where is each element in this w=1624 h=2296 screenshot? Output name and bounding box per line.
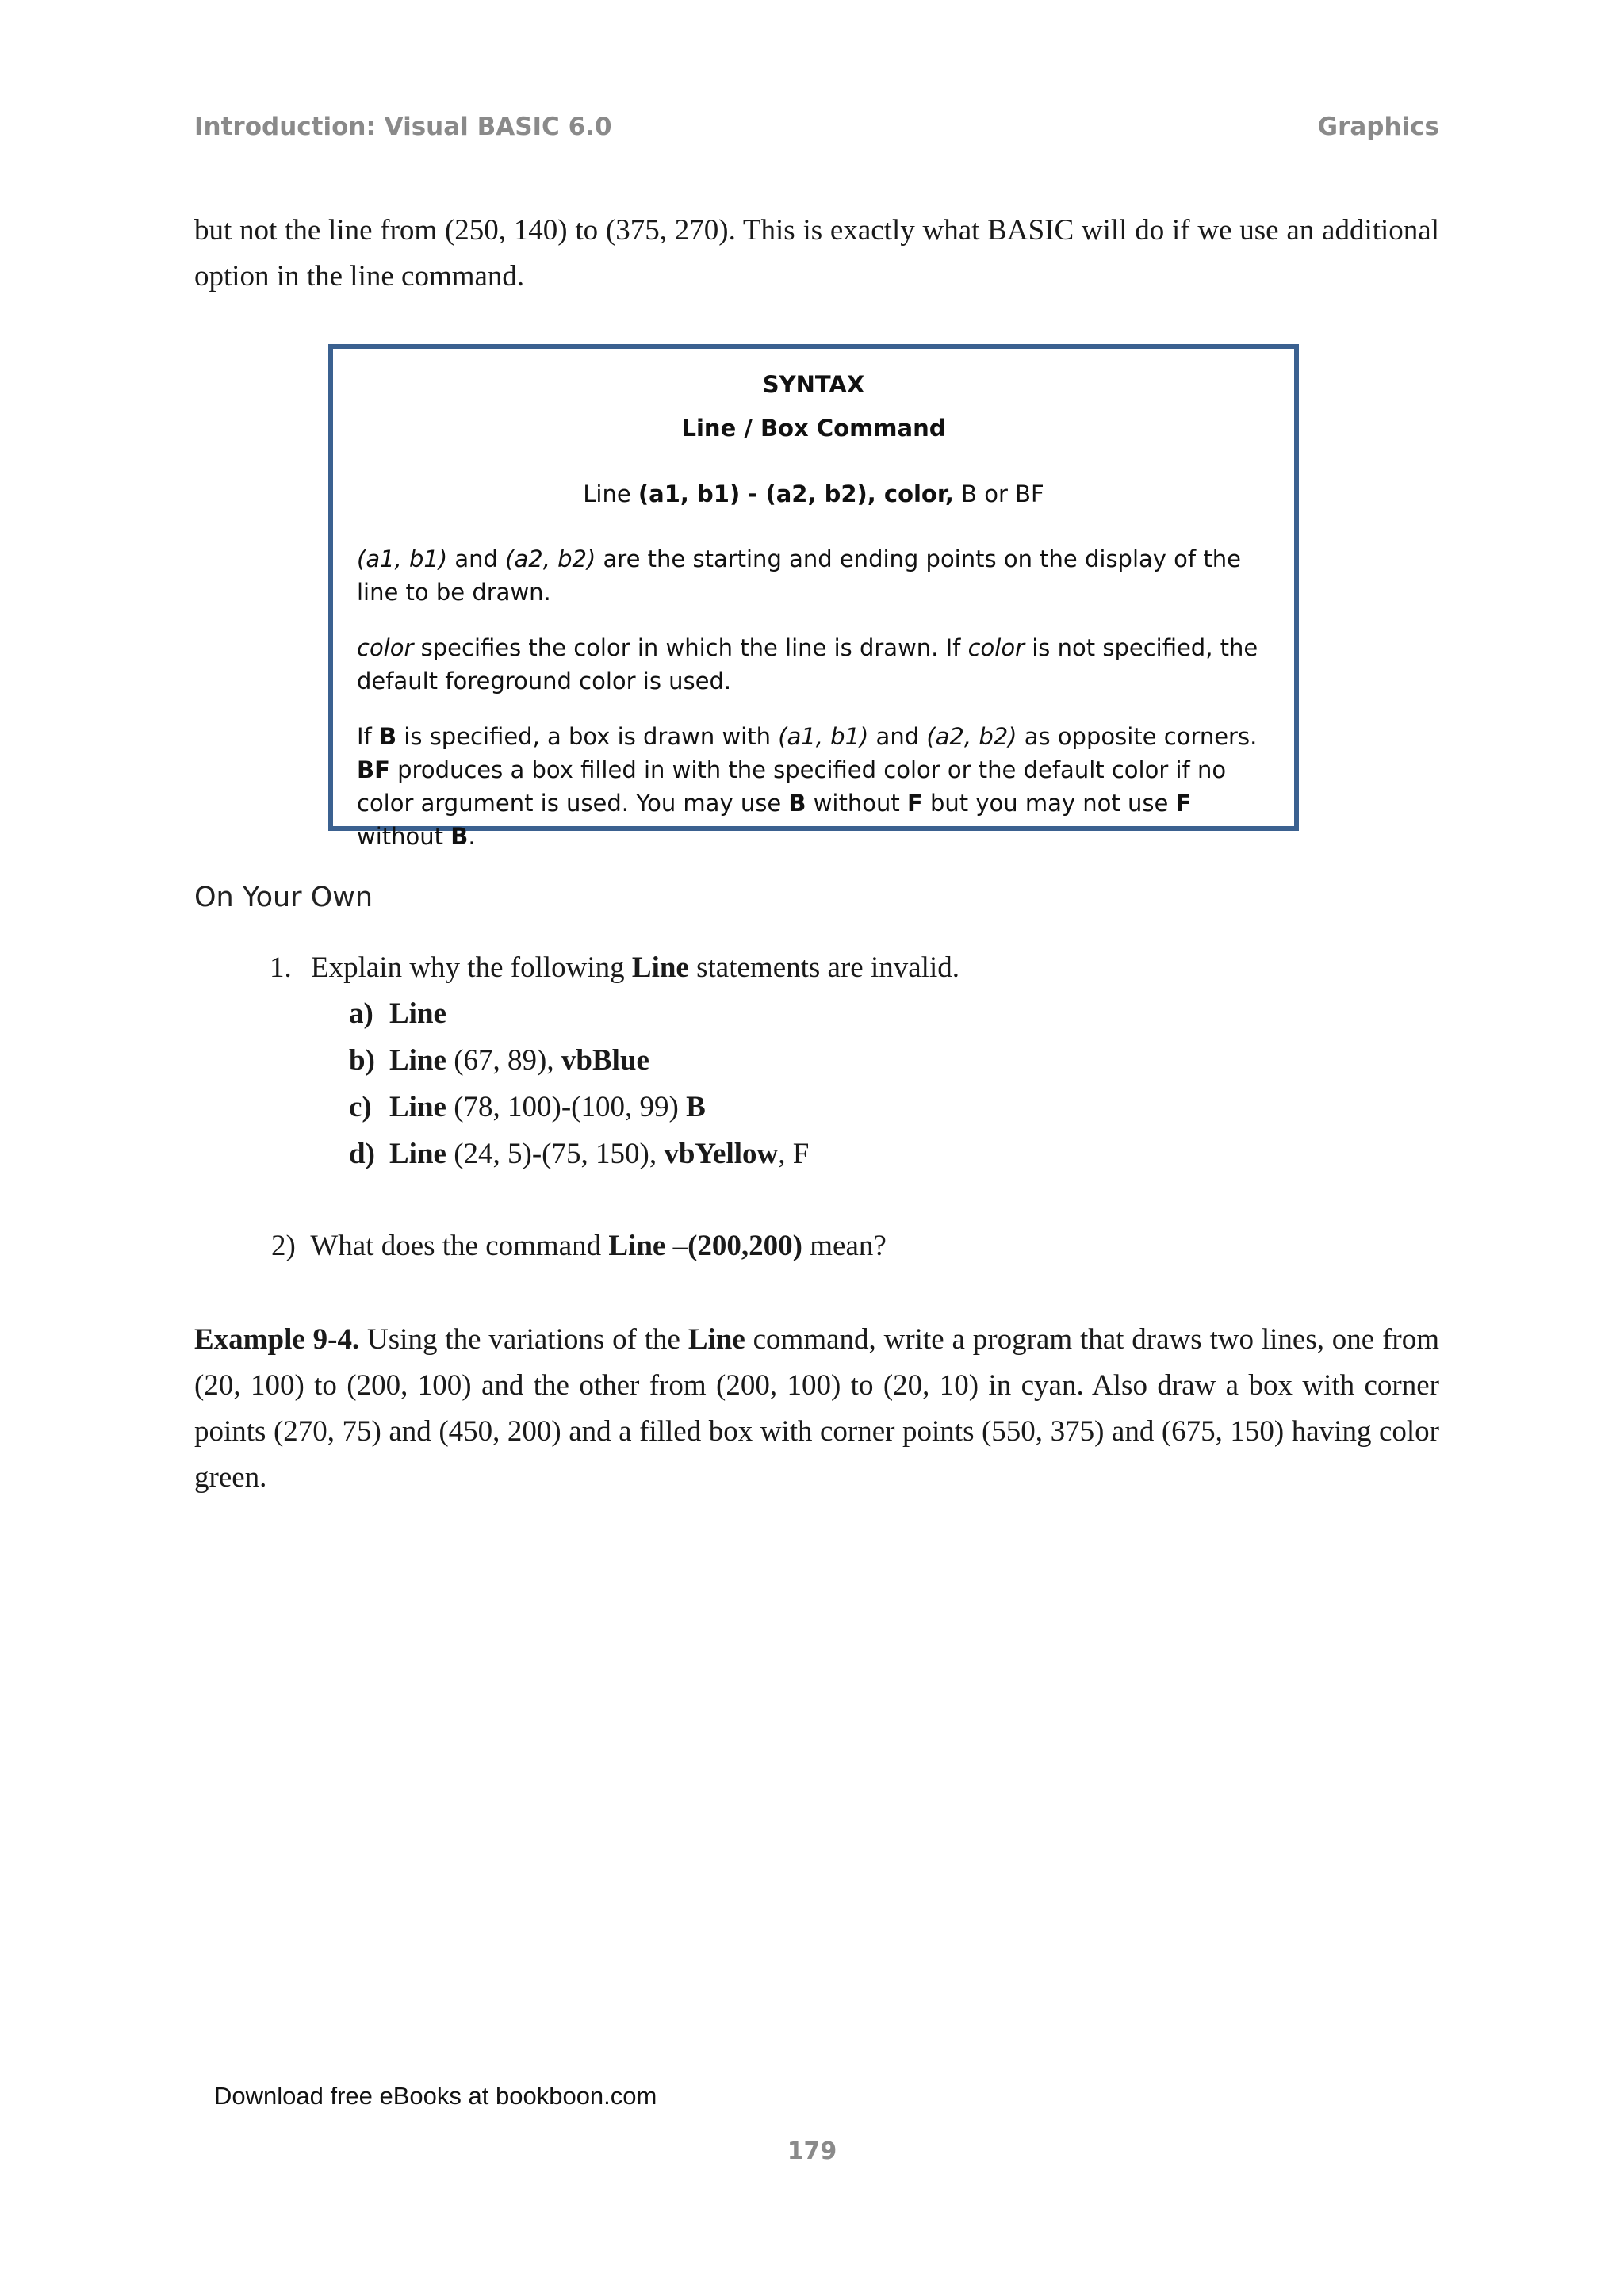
item-label: d) [349, 1138, 375, 1170]
option-f: F [1175, 790, 1192, 817]
arg-a1b1: (a1, b1) [778, 723, 869, 750]
syntax-subtitle: Line / Box Command [681, 415, 946, 442]
text-run: and [447, 545, 506, 572]
text-run: specifies the color in which the line is drawn. If [413, 634, 968, 661]
syntax-color-description [357, 631, 1285, 698]
keyword-line: Line [631, 951, 689, 984]
text-run: are the starting and ending points on the display of the line to be drawn. [357, 545, 1241, 606]
text-run: . [468, 823, 476, 850]
question-1 [270, 945, 959, 991]
question-number: 2) [271, 1230, 296, 1262]
page-number: 179 [787, 2137, 837, 2165]
book-title: Introduction: Visual BASIC 6.0 [194, 113, 612, 141]
keyword-line: Line [389, 1138, 446, 1170]
bold-arg: B [686, 1091, 706, 1123]
item-label: c) [349, 1091, 372, 1123]
option-f: F [906, 790, 923, 817]
text-run: as opposite corners. [1017, 723, 1258, 750]
syntax-form [333, 480, 1294, 507]
list-item [349, 1131, 809, 1178]
text-run: produces a box filled in with the specified color or the default color if no color argument is used. You may use [357, 756, 1227, 817]
item-label: a) [349, 997, 373, 1030]
text-run: Explain why the following [311, 951, 632, 984]
syntax-keyword: Line [583, 480, 631, 507]
text-run: (78, 100)-(100, 99) [446, 1091, 687, 1123]
chapter-title: Graphics [1317, 113, 1439, 141]
text-run: mean? [802, 1230, 887, 1262]
text-run: and [868, 723, 927, 750]
option-bf: BF [357, 756, 390, 783]
syntax-box-description [357, 720, 1285, 853]
question-number: 1. [270, 951, 292, 984]
option-b: B [378, 723, 397, 750]
keyword-line: Line [389, 1044, 446, 1077]
list-item [349, 1038, 809, 1085]
text-run: is specified, a box is drawn with [396, 723, 779, 750]
option-b: B [788, 790, 806, 817]
text-run: statements are invalid. [688, 951, 959, 984]
item-label: b) [349, 1044, 375, 1077]
text-run: (24, 5)-(75, 150), [446, 1138, 665, 1170]
text-run: command, write a program that draws two lines, one from (20, 100) to (200, 100) and the other from (200, 100) to (20, 10) in cyan. Also draw a box with corner points (270, 75) and (450, 200) and a filled box with corner points (550, 375) and (675, 150) having color green. [194, 1323, 1440, 1494]
text-run: but you may not use [922, 790, 1176, 817]
syntax-box [328, 344, 1299, 850]
text-run: is not specified, the default foreground color is used. [357, 634, 1258, 695]
intro-paragraph: but not the line from (250, 140) to (375, 270). This is exactly what BASIC will do if we use an additional option in the line command. [194, 214, 1439, 293]
text-run: , F [778, 1138, 810, 1170]
arg-color: color [967, 634, 1025, 661]
statement-list [349, 991, 809, 1178]
keyword-line: Line [688, 1323, 745, 1356]
keyword-line: Line [608, 1230, 666, 1262]
text-run: (67, 89), [446, 1044, 561, 1077]
bold-arg: (200,200) [688, 1230, 803, 1262]
text-run: without [357, 823, 451, 850]
text-run: If [357, 723, 379, 750]
text-run: – [665, 1230, 688, 1262]
arg-a1b1: (a1, b1) [357, 545, 448, 572]
download-link[interactable]: Download free eBooks at bookboon.com [214, 2082, 657, 2110]
syntax-tail: B or BF [961, 480, 1044, 507]
keyword-line: Line [389, 997, 446, 1030]
list-item [349, 1085, 809, 1131]
example-paragraph [194, 1317, 1439, 1501]
text-run: without [806, 790, 907, 817]
syntax-points-description [357, 542, 1285, 609]
syntax-title: SYNTAX [762, 371, 865, 398]
page-header [194, 113, 1439, 152]
text-run: What does the command [310, 1230, 609, 1262]
bold-arg: vbYellow [664, 1138, 779, 1170]
list-item [349, 991, 809, 1038]
arg-a2b2: (a2, b2) [926, 723, 1017, 750]
keyword-line: Line [389, 1091, 446, 1123]
text-run: Using the variations of the [359, 1323, 688, 1356]
example-label: Example 9-4. [194, 1323, 360, 1356]
on-your-own-heading: On Your Own [194, 882, 373, 913]
bold-arg: vbBlue [561, 1044, 649, 1077]
syntax-args: (a1, b1) - (a2, b2), color, [638, 480, 954, 507]
question-2 [271, 1223, 887, 1269]
arg-color: color [357, 634, 414, 661]
arg-a2b2: (a2, b2) [505, 545, 596, 572]
option-b: B [450, 823, 469, 850]
